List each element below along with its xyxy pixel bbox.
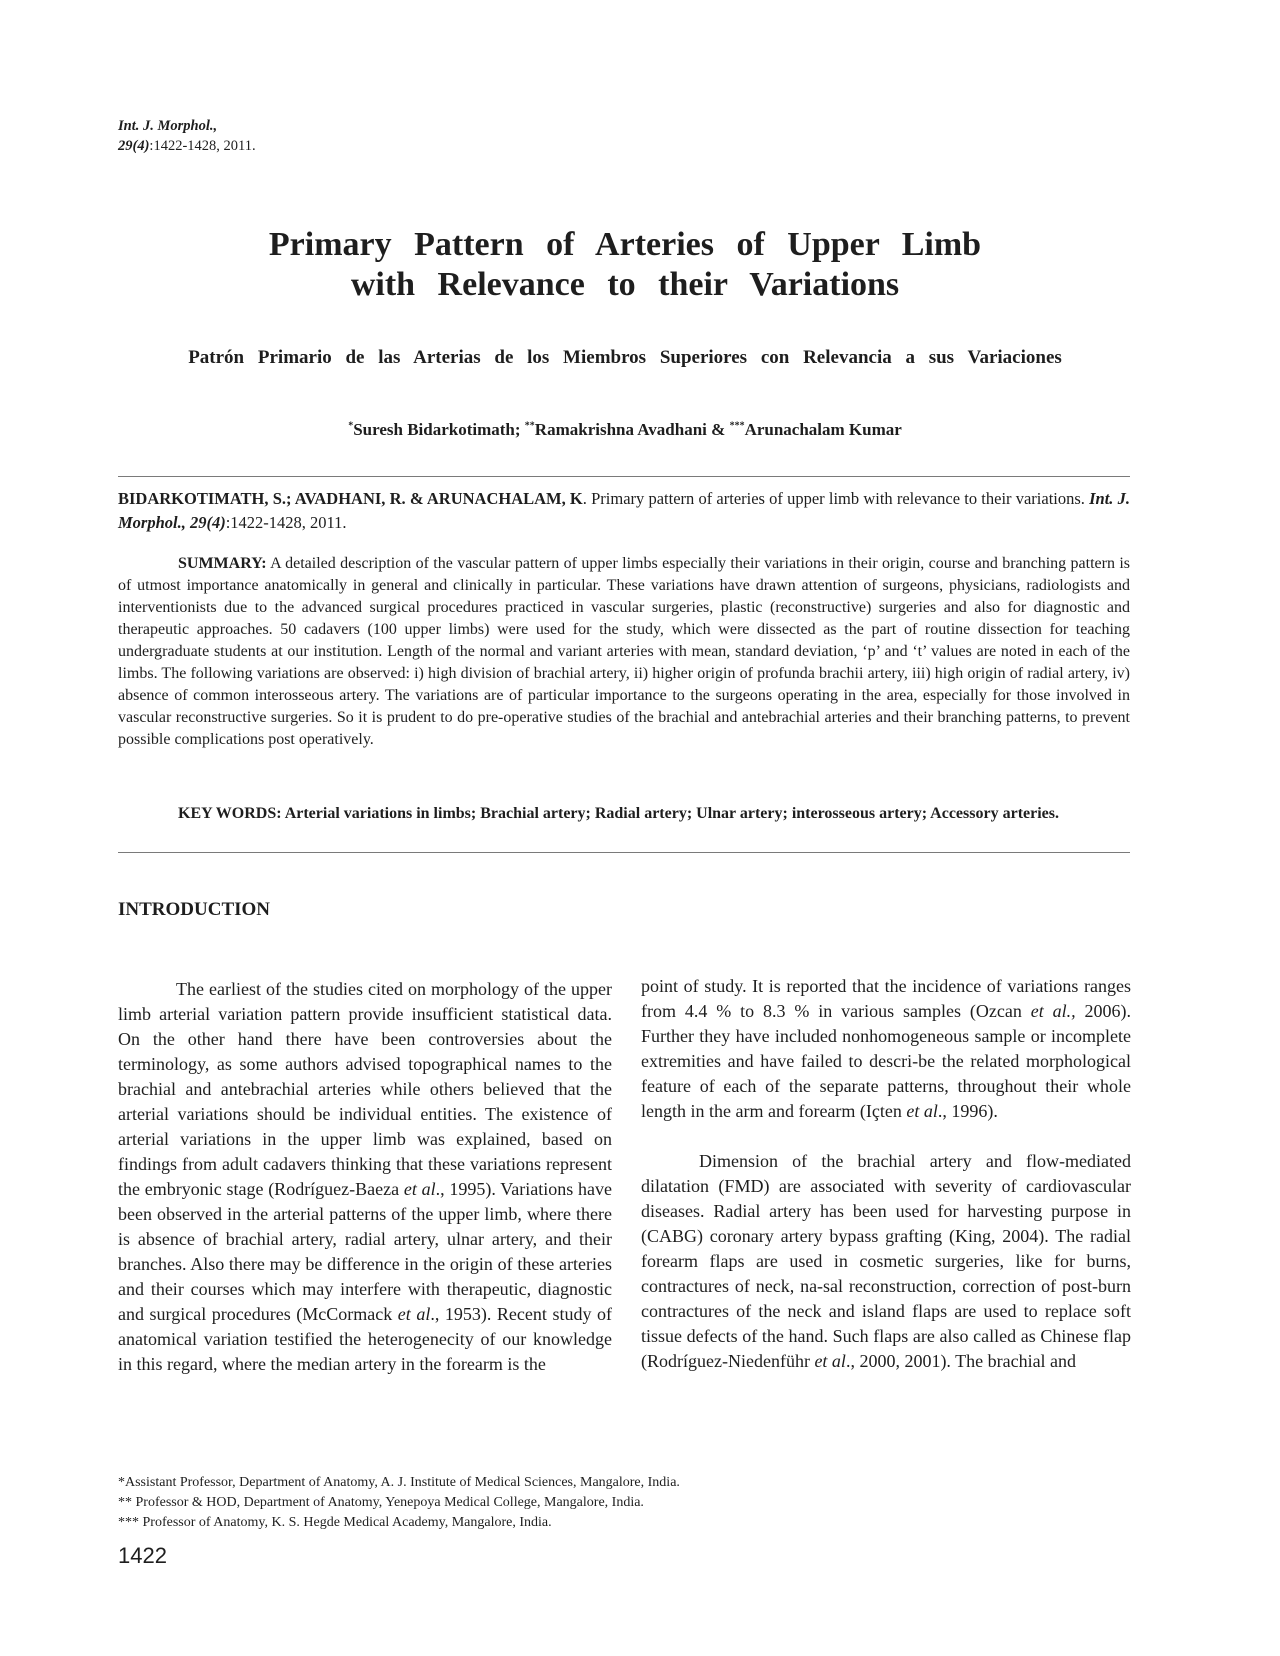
intro-p2-etal: et al — [814, 1351, 846, 1371]
title-line-1: Primary Pattern of Arteries of Upper Limb — [268, 226, 982, 263]
author-2: Ramakrishna Avadhani & — [534, 420, 730, 439]
summary-text: A detailed description of the vascular pattern of upper limbs especially their variations in their origin, course and branching pattern is of utmost importance anatomically in general and clinically in particular. These variations have drawn attention of surgeons, physicians, radiologists and interventionists due to the advanced surgical procedures practiced in vascular surgeries, plastic (reconstructive) surgeries and also for diagnostic and therapeutic approaches. 50 cadavers (100 upper limbs) were used for the study, which were dissected as the part of routine dissection for teaching undergraduate students at our institution. Length of the normal and variant arteries with mean, standard deviation, ‘p’ and ‘t’ values are noted in each of the limbs. The following variations are observed: i) high division of brachial artery, ii) higher origin of profunda brachii artery, iii) high origin of radial artery, iv) absence of common interosseous artery. The variations are of particular importance to the surgeons operating in the area, especially for those involved in vascular reconstructive surgeries. So it is prudent to do pre-operative studies of the brachial and antebrachial arteries and their branching patterns, to prevent possible complications post operatively. — [118, 555, 1130, 748]
summary-label: SUMMARY: — [178, 555, 267, 572]
citation-journal: Int. J. Morphol., 29(4) — [118, 489, 1130, 532]
footnote-3: *** Professor of Anatomy, K. S. Hegde Medical Academy, Mangalore, India. — [118, 1515, 552, 1530]
intro-paragraph-1 — [118, 977, 612, 1377]
author-1: Suresh Bidarkotimath; — [353, 420, 525, 439]
citation-block — [118, 487, 1130, 535]
pages-year: :1422-1428, 2011. — [149, 138, 256, 154]
intro-p1-etal-1: et al — [403, 1179, 436, 1199]
summary-abstract — [118, 553, 1130, 751]
intro-p1c-text-a: point of study. It is reported that the incidence of variations ranges from 4.4 % to 8.3 % in various samples (Ozcan — [641, 976, 1131, 1021]
journal-header — [118, 116, 256, 156]
citation-authors: BIDARKOTIMATH, S.; AVADHANI, R. & ARUNACHALAM, K — [118, 489, 583, 508]
citation-text: . Primary pattern of arteries of upper limb with relevance to their variations. — [582, 489, 1090, 508]
right-column — [641, 974, 1131, 1374]
intro-p1c-etal-2: et al — [906, 1101, 938, 1121]
affiliation-footnotes — [118, 1473, 680, 1533]
journal-volume — [118, 136, 256, 156]
intro-p1-etal-2: et al — [397, 1304, 431, 1324]
left-column — [118, 977, 612, 1377]
spanish-title: Patrón Primario de las Arterias de los Miembros Superiores con Relevancia a sus Variaciones — [188, 347, 1062, 368]
footnote-2: ** Professor & HOD, Department of Anatomy, Yenepoya Medical College, Mangalore, India. — [118, 1495, 644, 1510]
author-list — [0, 420, 1250, 440]
intro-p1c-text-c: ., 1996). — [937, 1101, 998, 1121]
intro-p2-text-b: ., 2000, 2001). The brachial and — [845, 1351, 1077, 1371]
author-2-mark: ** — [524, 420, 535, 432]
author-3: Arunachalam Kumar — [744, 420, 902, 439]
keywords: KEY WORDS: Arterial variations in limbs; Brachial artery; Radial artery; Ulnar artery; interosseous artery; Accessory arteries. — [178, 805, 1059, 822]
intro-p1-text-b: ., 1995). Variations have been observed in the arterial patterns of the upper limb, where there is absence of brachial artery, radial artery, ulnar artery, and their branches. Also there may be difference in the origin of these arteries and their courses which may interfere with therapeutic, diagnostic and surgical procedures (McCormack — [118, 1179, 612, 1324]
volume-issue: 29(4) — [118, 138, 150, 154]
citation-pages: :1422-1428, 2011. — [225, 513, 347, 532]
bottom-divider — [118, 852, 1130, 853]
title-line-2: with Relevance to their Variations — [350, 266, 900, 303]
intro-p1c-text-b: 2006). Further they have included nonhomogeneous sample or incomplete extremities and have failed to descri-be the related morphological feature of each of the separate patterns, throughout their whole length in the arm and forearm (Içten — [641, 1001, 1132, 1121]
page-number: 1422 — [118, 1543, 167, 1568]
intro-paragraph-2 — [641, 1149, 1131, 1374]
section-heading-introduction: INTRODUCTION — [118, 899, 271, 920]
intro-paragraph-1-cont — [641, 974, 1131, 1124]
intro-p2-text-a: Dimension of the brachial artery and flow-mediated dilatation (FMD) are associated with severity of cardiovascular diseases. Radial artery has been used for harvesting purpose in (CABG) coronary artery bypass grafting (King, 2004). The radial forearm flaps are used in cosmetic surgeries, like for burns, contractures of neck, na-sal reconstruction, correction of post-burn contractures of the neck and island flaps are used to replace soft tissue defects of the hand. Such flaps are also called as Chinese flap (Rodríguez-Niedenführ — [641, 1151, 1131, 1371]
author-3-mark: *** — [729, 420, 745, 432]
journal-name: Int. J. Morphol., — [118, 118, 218, 134]
article-title — [0, 225, 1250, 305]
footnote-1: *Assistant Professor, Department of Anatomy, A. J. Institute of Medical Sciences, Mangalore, India. — [118, 1475, 680, 1490]
top-divider — [118, 476, 1130, 477]
intro-p1c-etal-1: et al., — [1030, 1001, 1076, 1021]
author-1-mark: * — [348, 420, 354, 432]
intro-p1-text-c: ., 1953). Recent study of anatomical variation testified the heterogenecity of our knowledge in this regard, where the median artery in the forearm is the — [118, 1304, 612, 1374]
intro-p1-text-a: The earliest of the studies cited on morphology of the upper limb arterial variation pattern provide insufficient statistical data. On the other hand there have been controversies about the terminology, as some authors advised topographical names to the brachial and antebrachial arteries while others believed that the arterial variations should be individual entities. The existence of arterial variations in the upper limb was explained, based on findings from adult cadavers thinking that these variations represent the embryonic stage (Rodríguez-Baeza — [118, 979, 612, 1199]
